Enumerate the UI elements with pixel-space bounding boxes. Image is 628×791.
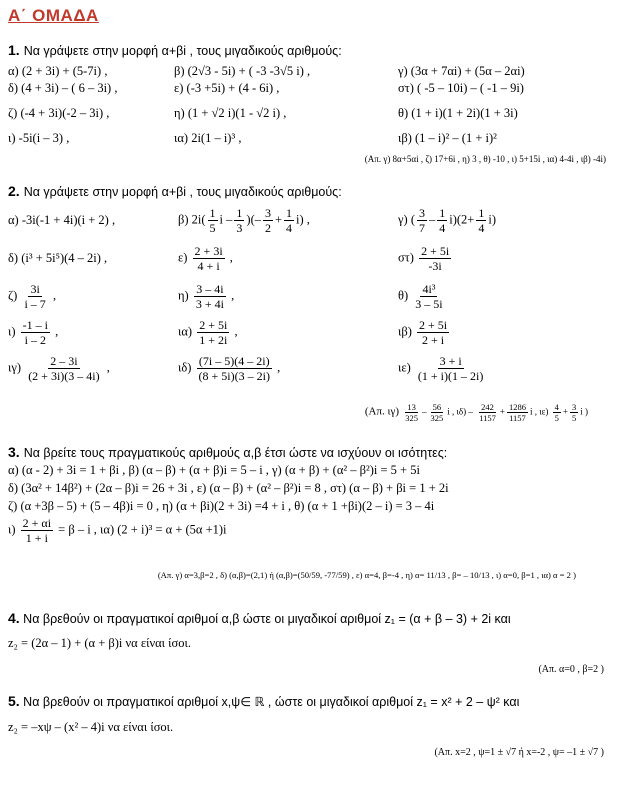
- question-1-heading: [8, 42, 342, 58]
- group-title: Α΄ ΟΜΑΔΑ: [8, 6, 99, 25]
- q1-row-3: [8, 106, 622, 122]
- q2-row-4: [8, 318, 622, 348]
- q2-item-id: ιδ) $\frac{(7i - 5)(4 - 2i)}{(8 + 5i)(3 - 2i)}$ ,: [178, 354, 281, 383]
- q2-answer: (Απ. ιγ) $\frac{13}{325}$ – $\frac{56}{325}$ i , ιδ) – $\frac{242}{1157}$ + $\frac{1286}{1157}$ i , ιε) $\frac{4}{5}$ + $\frac{3}{5}$ i ): [364, 402, 588, 423]
- question-1-number: 1.: [8, 42, 20, 58]
- q2-item-h: η) $\frac{3 - 4i}{3 + 4i}$ ,: [178, 282, 235, 311]
- q1-answer: (Απ. γ) 8α+5αi , ζ) 17+6i , η) 3 , θ) -10 , ι) 5+15i , ια) 4-4i , ιβ) -4i): [364, 154, 606, 164]
- q3-row-1: α) (α - 2) + 3i = 1 + βi , β) (α – β) + (α + β)i = 5 – i , γ) (α + β) + (α² – β²)i = 5 + 5i: [8, 463, 420, 477]
- q3-row-4: ι) $\frac{2 + \alpha i}{1 + i}$ = β – i , ια) (2 + i)³ = α + (5α +1)i: [8, 516, 227, 545]
- q2-item-a: α) -3i(-1 + 4i)(i + 2) ,: [8, 213, 116, 227]
- q2-item-d: δ) (i³ + 5i⁵)(4 – 2i) ,: [8, 251, 108, 265]
- q1-item-d: δ) (4 + 3i) – ( 6 – 3i) ,: [8, 81, 118, 95]
- question-3-text: Να βρείτε τους πραγματικούς αριθμούς α,β έτσι ώστε να ισχύουν οι ισότητες:: [23, 446, 448, 460]
- q2-item-ib: ιβ) $\frac{2 + 5i}{2 + i}$: [398, 318, 448, 347]
- q3-answer: (Απ. γ) α=3,β=2 , δ) (α,β)=(2,1) ή (α,β)=(50/59, -77/59) , ε) α=4, β=-4 , η) α= 11/13 , β= – 10/13 , ι) α=0, β=1 , ια) α = 2 ): [157, 570, 576, 580]
- q1-item-a: α) (2 + 3i) + (5-7i) ,: [8, 64, 108, 78]
- q2-item-b: β) 2i( $\frac{1}{5}$ i – $\frac{1}{3}$ )(– $\frac{3}{2}$ + $\frac{1}{4}$ i) ,: [178, 206, 310, 235]
- q5-line-1: 5. Να βρεθούν οι πραγματικοί αριθμοί x,ψ∈ ℝ , ώστε οι μιγαδικοί αριθμοί z₁ = x² + 2 – ψ² και: [8, 693, 520, 709]
- q1-item-ib: ιβ) (1 – i)² – (1 + i)²: [398, 131, 497, 145]
- q2-row-2: [8, 244, 622, 274]
- q2-row-5: [8, 354, 622, 386]
- q2-item-ig: ιγ) $\frac{2 - 3i}{(2 + 3i)(3 - 4i)}$ ,: [8, 354, 110, 383]
- q1-item-th: θ) (1 + i)(1 + 2i)(1 + 3i): [398, 106, 518, 120]
- question-2-text: Να γράψετε στην μορφή α+βi , τους μιγαδικούς αριθμούς:: [23, 185, 342, 199]
- q2-item-z: ζ) $\frac{3i}{i - 7}$ ,: [8, 282, 57, 311]
- q5-answer: (Απ. x=2 , ψ=1 ± √7 ή x=-2 , ψ= –1 ± √7 ): [434, 747, 604, 758]
- q2-row-3: [8, 282, 622, 312]
- question-2-number: 2.: [8, 183, 20, 199]
- q2-item-st: στ) $\frac{2 + 5i}{-3i}$: [398, 244, 450, 273]
- q4-line-1: 4. Να βρεθούν οι πραγματικοί αριθμοί α,β ώστε οι μιγαδικοί αριθμοί z₁ = (α + β – 3) + 2i και: [8, 610, 511, 626]
- q1-item-b: β) (2√3 - 5i) + ( -3 -3√5 i) ,: [174, 64, 311, 78]
- question-4-number: 4.: [8, 610, 20, 626]
- q2-item-e: ε) $\frac{2 + 3i}{4 + i}$ ,: [178, 244, 233, 273]
- q1-item-i: ι) -5i(i – 3) ,: [8, 131, 70, 145]
- q1-row-4: [8, 131, 622, 147]
- q1-item-z: ζ) (-4 + 3i)(-2 – 3i) ,: [8, 106, 110, 120]
- q4-line-2: z₂ = (2α – 1) + (α + β)i να είναι ίσοι.: [8, 636, 191, 650]
- q1-item-c: γ) (3α + 7αi) + (5α – 2αi): [398, 64, 525, 78]
- question-3-heading: [8, 444, 447, 460]
- q1-row-2: [8, 81, 622, 97]
- q3-row-2: δ) (3α² + 14β²) + (2α – β)i = 26 + 3i , ε) (α – β) + (α² – β²)i = 8 , στ) (α – β) + βi = 1 + 2i: [8, 481, 449, 495]
- q5-line-2: z₂ = –xψ – (x² – 4)i να είναι ίσοι.: [8, 720, 174, 734]
- q1-item-ia: ια) 2i(1 – i)³ ,: [174, 131, 242, 145]
- q2-item-ie: ιε) $\frac{3 + i}{(1 + i)(1 - 2i)}$: [398, 354, 484, 383]
- q1-row-1: [8, 64, 622, 80]
- q2-item-c: γ) ( $\frac{3}{7}$ – $\frac{1}{4}$ i)(2+ $\frac{1}{4}$ i): [398, 206, 496, 235]
- question-3-number: 3.: [8, 444, 20, 460]
- q4-answer: (Απ. α=0 , β=2 ): [538, 664, 604, 675]
- q3-row-3: ζ) (α +3β – 5) + (5 – 4β)i = 0 , η) (α + βi)(2 + 3i) =4 + i , θ) (α + 1 +βi)(2 – i) = 3 – 4i: [8, 499, 435, 513]
- question-2-heading: [8, 183, 342, 199]
- question-5-number: 5.: [8, 693, 20, 709]
- q1-item-e: ε) (-3 +5i) + (4 - 6i) ,: [174, 81, 280, 95]
- question-1-text: Να γράψετε στην μορφή α+βi , τους μιγαδικούς αριθμούς:: [23, 44, 342, 58]
- q1-item-st: στ) ( -5 – 10i) – ( -1 – 9i): [398, 81, 524, 95]
- q2-row-1: [8, 206, 622, 236]
- q1-item-h: η) (1 + √2 i)(1 - √2 i) ,: [174, 106, 287, 120]
- q2-item-th: θ) $\frac{\text{4i³}}{3 - 5i}$: [398, 282, 443, 311]
- q2-item-ia: ια) $\frac{2 + 5i}{1 + 2i}$ ,: [178, 318, 238, 347]
- q2-item-i: ι) $\frac{-1 - i}{i - 2}$ ,: [8, 318, 59, 347]
